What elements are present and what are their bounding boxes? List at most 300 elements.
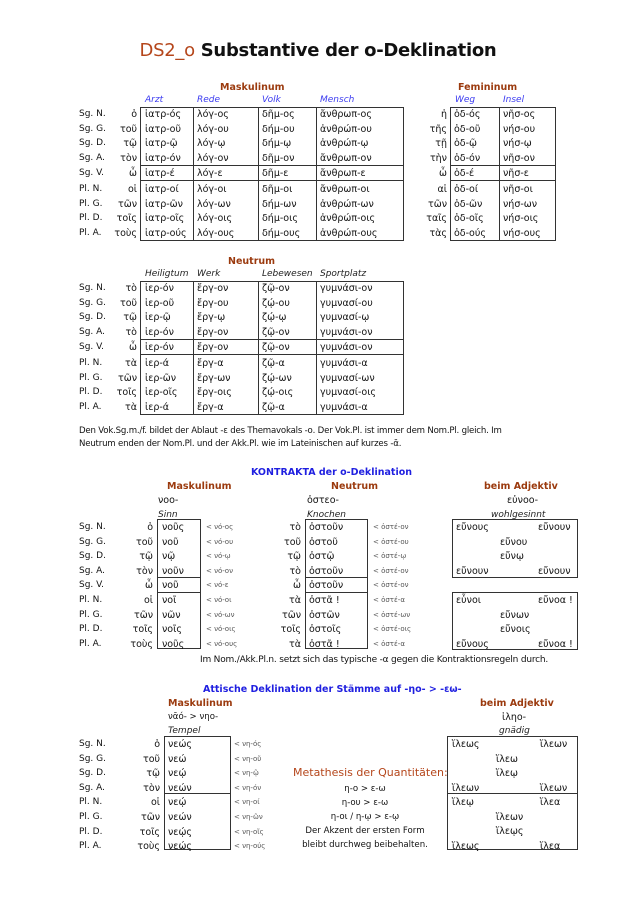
- form-cell: ἱερ-ῷ: [145, 312, 171, 324]
- origin-cell: < νό-οις: [206, 625, 236, 634]
- form-cell: λόγ-ῳ: [197, 138, 226, 150]
- form-cell: νήσ-ου: [503, 123, 536, 135]
- form-cell: ὁδ-όν: [454, 152, 481, 164]
- form-cell: γυμνάσι-ον: [320, 283, 373, 294]
- article: οἱ: [150, 797, 160, 809]
- form-cell: γυμνάσι-α: [320, 358, 368, 369]
- article: τῷ: [287, 551, 301, 563]
- col-rede: Rede: [197, 95, 221, 105]
- form-cell: ἰατρ-ῶν: [145, 198, 183, 210]
- form-cell: νοῦν: [162, 565, 184, 577]
- form-cell: ἄνθρωπ-ε: [320, 168, 366, 180]
- form-cell: ἱερ-ά: [145, 358, 170, 369]
- form-cell: ἰατρ-ός: [145, 109, 182, 120]
- form-cell: νῶν: [162, 609, 181, 621]
- adj-form: ἵλεα: [540, 797, 561, 808]
- origin-cell: < ὀστέ-ον: [373, 581, 409, 590]
- case-label: Pl. D.: [79, 387, 103, 398]
- origin-cell: < νό-ον: [206, 566, 234, 575]
- form-cell: δήμ-οις: [262, 213, 298, 225]
- adj-form: εὔνου: [500, 536, 528, 548]
- kontrakta-heading: KONTRAKTA der o-Deklination: [251, 467, 412, 478]
- article: τοῖς: [132, 624, 153, 636]
- form-cell: ὀστοῦν: [309, 522, 344, 533]
- case-label: Sg. G.: [79, 753, 106, 764]
- article: ὁ: [154, 739, 160, 750]
- form-cell: δήμ-ων: [262, 198, 297, 210]
- article: τοῦ: [142, 753, 160, 765]
- form-cell: νοῖ: [162, 595, 177, 606]
- form-cell: νεώς: [168, 841, 192, 853]
- adj-form: ἵλεῳς: [496, 826, 524, 838]
- divider: [140, 165, 404, 166]
- case-label: Sg. G.: [79, 536, 106, 547]
- form-cell: νήσ-οις: [503, 213, 539, 225]
- case-label: Pl. A.: [79, 638, 102, 649]
- form-cell: νεώ: [168, 753, 187, 765]
- case-label: Sg. V.: [79, 580, 105, 591]
- form-cell: γυμνάσι-ον: [320, 342, 373, 354]
- kontrakta-adj-stem: εὐνοο-: [507, 495, 538, 506]
- adj-form: ἵλεα: [540, 840, 561, 852]
- article: τὸ: [289, 565, 301, 577]
- form-cell: λόγ-ε: [197, 168, 223, 180]
- form-cell: γυμνάσι-ον: [320, 326, 373, 338]
- adj-form: εὔνων: [500, 609, 530, 621]
- form-cell: ὁδ-οί: [454, 184, 479, 195]
- article: τὸν: [136, 565, 153, 577]
- article: τὸ: [289, 522, 301, 533]
- kontrakta-neut-meaning: Knochen: [307, 510, 347, 520]
- col-sportplatz: Sportplatz: [320, 269, 367, 279]
- article: ὁ: [131, 109, 137, 120]
- title-text: Substantive der o-Deklination: [200, 40, 497, 61]
- attisch-adj-meaning: gnädig: [499, 726, 530, 736]
- form-cell: ὁδ-ός: [454, 109, 481, 120]
- col-insel: Insel: [503, 95, 525, 105]
- case-label: Sg. D.: [79, 551, 106, 562]
- femininum-heading: Femininum: [458, 82, 518, 93]
- article: τὸ: [125, 283, 137, 294]
- case-label: Sg. V.: [79, 342, 105, 353]
- case-label: Sg. N.: [79, 109, 106, 119]
- form-cell: ὀστοῦν: [309, 565, 344, 577]
- form-cell: ἀνθρώπ-ους: [320, 227, 378, 239]
- case-label: Pl. G.: [79, 812, 103, 822]
- article: τῶν: [428, 198, 447, 210]
- form-cell: νοῦ: [162, 536, 179, 548]
- form-cell: ἰατρ-οῖς: [145, 213, 185, 225]
- origin-cell: < νη-οί: [234, 798, 260, 807]
- case-label: Pl. N.: [79, 184, 103, 194]
- neutrum-heading: Neutrum: [228, 256, 276, 267]
- form-cell: νῆσ-ος: [503, 109, 536, 120]
- form-cell: ἱερ-όν: [145, 326, 174, 338]
- article: τὰ: [289, 638, 301, 650]
- origin-cell: < ὀστέ-ον: [373, 523, 409, 531]
- metathesis-line: Der Akzent der ersten Form: [305, 826, 425, 836]
- article: τοῦ: [283, 536, 301, 548]
- article: τοῦ: [119, 123, 137, 135]
- form-cell: ζῴ-οις: [262, 387, 294, 399]
- article: ὁ: [147, 522, 153, 533]
- form-cell: ὀστῷ: [309, 551, 335, 563]
- origin-cell: < ὀστέ-ων: [373, 610, 411, 619]
- form-cell: νοῦ: [162, 580, 179, 592]
- adj-form: ἵλεῳ: [452, 797, 474, 808]
- col-werk: Werk: [197, 269, 221, 279]
- article: τῷ: [139, 551, 153, 563]
- form-cell: ἀνθρώπ-οις: [320, 213, 376, 225]
- case-label: Sg. G.: [79, 297, 106, 308]
- article: τῷ: [146, 768, 160, 780]
- article: τῶν: [282, 609, 301, 621]
- form-cell: νῆσ-ον: [503, 152, 535, 164]
- article: οἱ: [127, 184, 137, 195]
- adj-form: εὔνοα !: [538, 595, 573, 606]
- article: τοῦ: [119, 297, 137, 309]
- kontrakta-mask-heading: Maskulinum: [167, 481, 232, 492]
- form-cell: νῷ: [162, 551, 176, 563]
- form-cell: λόγ-ος: [197, 109, 229, 120]
- form-cell: ἱερ-όν: [145, 342, 174, 354]
- divider: [450, 180, 556, 181]
- form-cell: νοῦς: [162, 522, 185, 533]
- article: ὦ: [129, 342, 137, 354]
- article: τοῖς: [139, 826, 160, 838]
- origin-cell: < ὀστέ-ου: [373, 537, 409, 546]
- case-label: Sg. A.: [79, 152, 106, 163]
- origin-cell: < νη-ούς: [234, 842, 266, 851]
- origin-cell: < νη-ός: [234, 740, 262, 748]
- article: ταῖς: [426, 213, 447, 225]
- divider: [305, 577, 368, 578]
- form-cell: ζῷ-ον: [262, 342, 290, 354]
- adj-form: ἵλεως: [452, 739, 480, 750]
- form-cell: νεῴς: [168, 826, 192, 838]
- kontrakta-adj-meaning: wohlgesinnt: [491, 510, 546, 520]
- form-cell: ὁδ-οῦ: [454, 123, 481, 135]
- case-label: Pl. G.: [79, 372, 103, 383]
- origin-cell: < νό-ῳ: [206, 552, 231, 561]
- form-cell: δῆμ-οι: [262, 184, 293, 195]
- metathesis-line: η-οι / η-ῳ > ε-ῳ: [330, 812, 400, 822]
- article: τὸν: [120, 152, 137, 164]
- article: τῶν: [134, 609, 153, 621]
- divider: [258, 107, 259, 241]
- adj-form: εὔνῳ: [500, 551, 524, 563]
- form-cell: γυμνάσι-α: [320, 401, 368, 413]
- divider: [193, 107, 194, 241]
- form-cell: ἔργ-ον: [197, 342, 229, 354]
- divider: [140, 354, 404, 355]
- form-cell: γυμνασί-ων: [320, 372, 375, 384]
- divider: [450, 165, 556, 166]
- divider: [157, 592, 201, 593]
- form-cell: ὁδ-ῶν: [454, 198, 483, 210]
- article: ὦ: [129, 168, 137, 180]
- article: ἡ: [440, 109, 447, 120]
- form-cell: ἰατρ-ούς: [145, 227, 187, 239]
- origin-cell: < ὀστέ-α: [373, 639, 405, 648]
- article: οἱ: [143, 595, 153, 606]
- form-cell: γυμνασί-ου: [320, 297, 373, 309]
- origin-cell: < νη-ῷ: [234, 769, 259, 778]
- kontrakta-neut-stem: ὀστεο-: [307, 495, 339, 506]
- kontrakta-neut-heading: Neutrum: [331, 481, 379, 492]
- col-weg: Weg: [455, 95, 476, 105]
- case-label: Pl. A.: [79, 401, 102, 412]
- article: τῆς: [429, 123, 447, 135]
- adj-form: εὔνουν: [538, 522, 571, 533]
- article: τῶν: [118, 198, 137, 210]
- col-heiligtum: Heiligtum: [145, 269, 189, 279]
- form-cell: ὀστοῦ: [309, 536, 338, 548]
- title-code: DS2_o: [139, 40, 195, 61]
- form-cell: ἔργ-ον: [197, 326, 229, 338]
- form-cell: ἱερ-όν: [145, 283, 174, 294]
- form-cell: ἀνθρώπ-ου: [320, 123, 372, 135]
- form-cell: νήσ-ους: [503, 227, 541, 239]
- form-cell: ἰατρ-έ: [145, 168, 175, 180]
- metathesis-line: bleibt durchweg beibehalten.: [302, 840, 428, 850]
- origin-cell: < νη-οῦ: [234, 754, 262, 763]
- col-volk: Volk: [262, 95, 281, 105]
- adj-form: ἵλεων: [496, 811, 524, 823]
- adj-form: ἵλεω: [496, 753, 518, 765]
- article: αἱ: [437, 184, 447, 195]
- form-cell: γυμνασί-οις: [320, 387, 376, 399]
- divider: [157, 577, 201, 578]
- adj-form: ἵλεων: [540, 782, 568, 794]
- form-cell: νεῴ: [168, 768, 187, 780]
- article: τοὺς: [130, 638, 153, 650]
- col-arzt: Arzt: [145, 95, 164, 105]
- form-cell: ἀνθρώπ-ῳ: [320, 138, 369, 150]
- form-cell: ἰατρ-οῦ: [145, 123, 181, 135]
- origin-cell: < ὀστέ-οις: [373, 625, 412, 634]
- adj-form: ἵλεῳ: [496, 768, 518, 780]
- form-cell: ἱερ-οῖς: [145, 387, 178, 399]
- adj-form: ἵλεων: [540, 739, 568, 750]
- attisch-mask-heading: Maskulinum: [168, 698, 233, 709]
- origin-cell: < νό-ος: [206, 523, 234, 531]
- adj-form: εὔνοα !: [538, 638, 573, 650]
- form-cell: ἰατρ-ῷ: [145, 138, 178, 150]
- form-cell: λόγ-ων: [197, 198, 231, 210]
- case-label: Pl. G.: [79, 609, 103, 620]
- divider: [305, 592, 368, 593]
- form-cell: λόγ-οι: [197, 184, 227, 195]
- article: τὰς: [429, 227, 447, 239]
- article: τῷ: [123, 312, 137, 324]
- article: τὸ: [125, 326, 137, 338]
- case-label: Sg. A.: [79, 565, 106, 576]
- case-label: Sg. D.: [79, 138, 106, 149]
- case-label: Pl. G.: [79, 198, 103, 209]
- divider: [140, 339, 404, 340]
- form-cell: νοῖς: [162, 624, 182, 636]
- attisch-mask-meaning: Tempel: [168, 726, 201, 736]
- metathesis-line: η-ου > ε-ω: [341, 798, 389, 808]
- article: τὸν: [143, 782, 160, 794]
- form-cell: νοῦς: [162, 638, 185, 650]
- adj-form: εὔνουν: [538, 565, 571, 577]
- form-cell: νήσ-ῳ: [503, 138, 532, 150]
- origin-cell: < νό-οι: [206, 596, 232, 604]
- form-cell: ζῷ-ον: [262, 326, 290, 338]
- adj-form: εὔνους: [456, 638, 489, 650]
- form-cell: γυμνασί-ῳ: [320, 312, 370, 324]
- case-label: Sg. D.: [79, 768, 106, 779]
- case-label: Pl. D.: [79, 213, 103, 224]
- adj-form: ἵλεων: [452, 782, 480, 794]
- form-cell: νεών: [168, 782, 192, 794]
- form-cell: ὁδ-οῖς: [454, 213, 484, 225]
- article: τῶν: [118, 372, 137, 384]
- form-cell: δήμ-ου: [262, 123, 295, 135]
- article: τῶν: [141, 812, 160, 823]
- case-label: Sg. N.: [79, 522, 106, 532]
- article: τῇ: [435, 138, 447, 150]
- origin-cell: < νό-ων: [206, 610, 235, 619]
- case-label: Pl. A.: [79, 841, 102, 852]
- origin-cell: < ὀστέ-ον: [373, 566, 409, 575]
- form-cell: ἄνθρωπ-οι: [320, 184, 370, 195]
- form-cell: ἄνθρωπ-ον: [320, 152, 372, 164]
- attisch-adj-heading: beim Adjektiv: [480, 698, 554, 709]
- form-cell: ἔργ-ου: [197, 297, 229, 309]
- form-cell: νεῴ: [168, 797, 187, 809]
- divider: [499, 107, 500, 241]
- form-cell: λόγ-ον: [197, 152, 229, 164]
- form-cell: ἔργ-ῳ: [197, 312, 226, 324]
- form-cell: ζῷ-ον: [262, 283, 290, 294]
- origin-cell: < νό-ου: [206, 537, 234, 546]
- article: τοῖς: [116, 213, 137, 225]
- case-label: Pl. N.: [79, 358, 103, 368]
- form-cell: ἀνθρώπ-ων: [320, 198, 374, 210]
- form-cell: ζῴ-ων: [262, 372, 292, 384]
- form-cell: νῆσ-ε: [503, 168, 529, 180]
- form-cell: δήμ-ῳ: [262, 138, 292, 150]
- article: τὰ: [125, 358, 137, 369]
- article: τὴν: [429, 152, 447, 164]
- origin-cell: < ὀστέ-α: [373, 596, 405, 604]
- divider: [193, 281, 194, 415]
- article: τοῦ: [135, 536, 153, 548]
- form-cell: νῆσ-οι: [503, 184, 533, 195]
- article: ὦ: [293, 580, 301, 592]
- form-cell: ἱερ-ῶν: [145, 372, 177, 384]
- form-cell: ὀστοῦν: [309, 580, 344, 592]
- kontrakta-mask-meaning: Sinn: [158, 510, 178, 520]
- case-label: Sg. A.: [79, 782, 106, 793]
- form-cell: δῆμ-ος: [262, 109, 295, 120]
- form-cell: ζῴ-ῳ: [262, 312, 287, 324]
- form-cell: ὀστᾶ !: [309, 595, 340, 606]
- form-cell: ζῴ-ου: [262, 297, 290, 309]
- form-cell: ὁδ-έ: [454, 168, 475, 180]
- adj-form: εὔνους: [456, 522, 489, 533]
- form-cell: ὁδ-ούς: [454, 227, 486, 239]
- case-label: Pl. A.: [79, 227, 102, 238]
- form-cell: ἱερ-ά: [145, 401, 170, 413]
- kontrakta-mask-stem: νοο-: [158, 495, 179, 506]
- note-line-1: Den Vok.Sg.m./f. bildet der Ablaut -ε des Themavokals -ο. Der Vok.Pl. ist immer dem Nom.Pl. gleich. Im: [79, 426, 502, 436]
- form-cell: δῆμ-ον: [262, 152, 295, 164]
- article: ὦ: [439, 168, 447, 180]
- case-label: Pl. D.: [79, 826, 103, 837]
- case-label: Sg. N.: [79, 739, 106, 749]
- article: τοὺς: [114, 227, 137, 239]
- form-cell: ἔργ-α: [197, 358, 224, 369]
- case-label: Sg. A.: [79, 326, 106, 337]
- article: τὰ: [289, 595, 301, 606]
- case-label: Pl. D.: [79, 624, 103, 635]
- adj-form: ἵλεως: [452, 840, 480, 852]
- form-cell: δῆμ-ε: [262, 168, 289, 180]
- metathesis-title: Metathesis der Quantitäten:: [293, 766, 448, 779]
- divider: [316, 107, 317, 241]
- case-label: Sg. N.: [79, 283, 106, 293]
- divider: [258, 281, 259, 415]
- adj-form: εὖνοι: [456, 595, 481, 606]
- adj-form: εὔνουν: [456, 565, 489, 577]
- case-label: Sg. V.: [79, 168, 105, 179]
- form-cell: ὀστῶν: [309, 609, 340, 621]
- form-cell: ὁδ-ῷ: [454, 138, 478, 150]
- metathesis-line: η-ο > ε-ω: [344, 784, 386, 794]
- origin-cell: < νη-όν: [234, 783, 262, 792]
- origin-cell: < ὀστέ-ῳ: [373, 552, 407, 561]
- article: τῷ: [123, 138, 137, 150]
- form-cell: ἄνθρωπ-ος: [320, 109, 372, 120]
- form-cell: ὀστᾶ !: [309, 638, 340, 650]
- col-lebewesen: Lebewesen: [262, 269, 313, 279]
- case-label: Pl. N.: [79, 595, 103, 605]
- form-cell: ἔργ-ον: [197, 283, 229, 294]
- form-cell: ζῷ-α: [262, 358, 285, 369]
- article: τοὺς: [137, 841, 160, 853]
- col-mensch: Mensch: [320, 95, 355, 105]
- article: τὰ: [125, 401, 137, 413]
- form-cell: νήσ-ων: [503, 198, 538, 210]
- divider: [316, 281, 317, 415]
- case-label: Sg. D.: [79, 312, 106, 323]
- case-label: Pl. N.: [79, 797, 103, 808]
- origin-cell: < νη-οῖς: [234, 827, 264, 836]
- form-cell: λόγ-ου: [197, 123, 229, 135]
- form-cell: ἱερ-οῦ: [145, 297, 175, 309]
- article: ὦ: [145, 580, 153, 592]
- divider: [140, 180, 404, 181]
- article: τοῖς: [280, 624, 301, 636]
- origin-cell: < νη-ῶν: [234, 813, 263, 821]
- form-cell: ἰατρ-οί: [145, 184, 179, 195]
- origin-cell: < νό-ε: [206, 581, 229, 590]
- kontrakta-note: Im Nom./Akk.Pl.n. setzt sich das typische -α gegen die Kontraktionsregeln durch.: [200, 655, 549, 665]
- form-cell: λόγ-οις: [197, 213, 233, 225]
- attisch-mask-stem: νᾱό- > νηο-: [168, 712, 219, 722]
- form-cell: νεώς: [168, 739, 192, 750]
- form-cell: δήμ-ους: [262, 227, 301, 239]
- kontrakta-adj-heading: beim Adjektiv: [484, 481, 558, 492]
- form-cell: ζῷ-α: [262, 401, 285, 413]
- maskulinum-heading: Maskulinum: [220, 82, 285, 93]
- attisch-adj-stem: ἱληο-: [502, 712, 527, 723]
- adj-form: εὔνοις: [500, 624, 531, 636]
